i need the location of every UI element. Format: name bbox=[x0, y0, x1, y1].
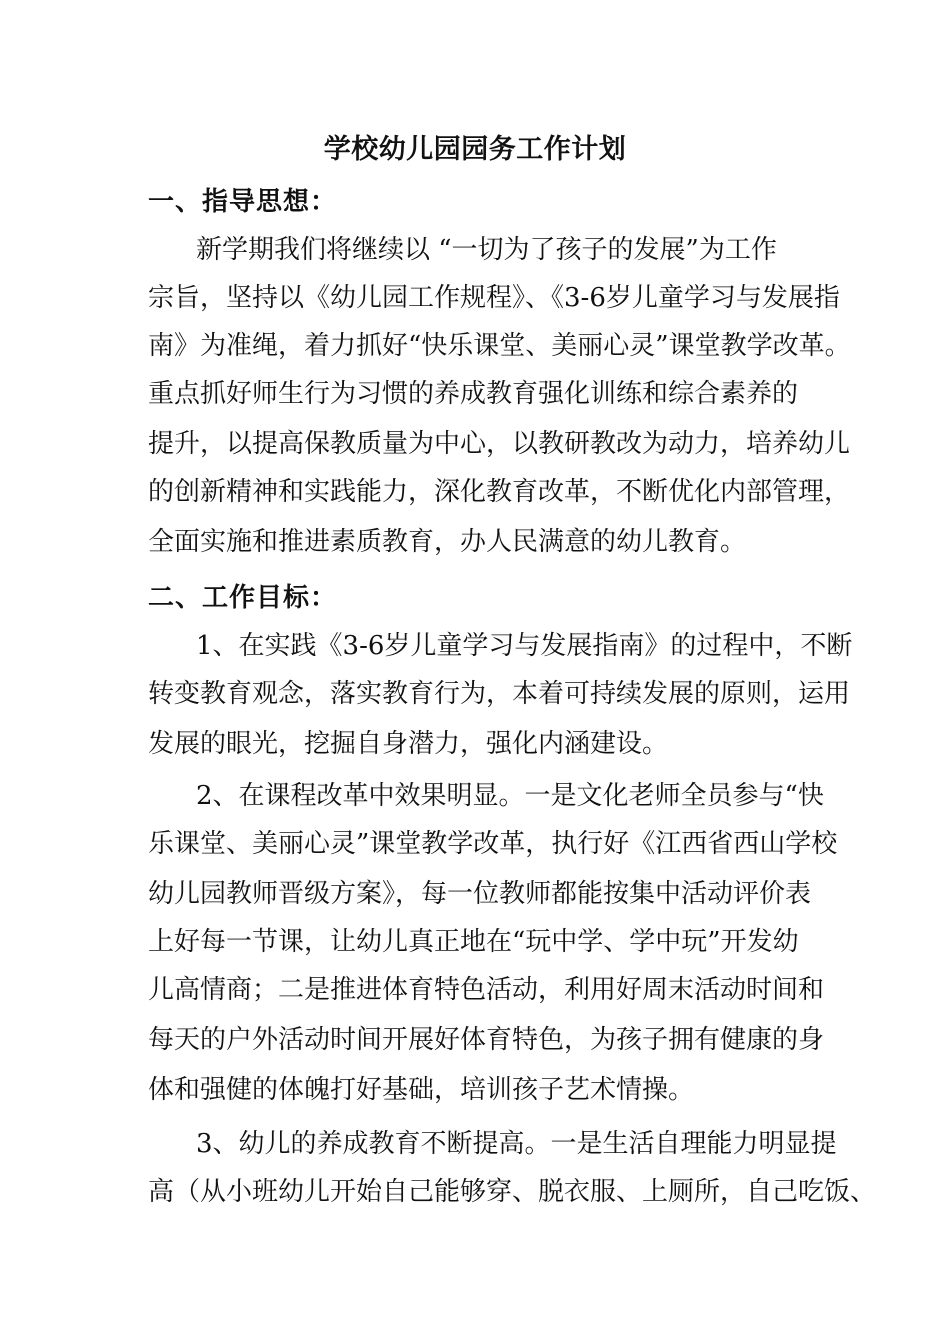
paragraph-line: 高（从小班幼儿开始自己能够穿、脱衣服、上厕所，自己吃饭、 bbox=[148, 1177, 877, 1207]
paragraph-line: 提升，以提高保教质量为中心，以教研教改为动力，培养幼儿 bbox=[148, 429, 851, 459]
paragraph-line: 全面实施和推进素质教育，办人民满意的幼儿教育。 bbox=[148, 527, 747, 557]
paragraph-line: 转变教育观念，落实教育行为，本着可持续发展的原则，运用 bbox=[148, 679, 851, 709]
paragraph-line: 南》为准绳，着力抓好“快乐课堂、美丽心灵”课堂教学改革。 bbox=[148, 331, 851, 361]
paragraph-line: 儿高情商；二是推进体育特色活动，利用好周末活动时间和 bbox=[148, 975, 825, 1005]
paragraph-line: 3、幼儿的养成教育不断提高。一是生活自理能力明显提 bbox=[196, 1129, 837, 1159]
paragraph-line: 每天的户外活动时间开展好体育特色，为孩子拥有健康的身 bbox=[148, 1025, 825, 1055]
paragraph-line: 的创新精神和实践能力，深化教育改革，不断优化内部管理， bbox=[148, 477, 851, 507]
section-heading-guiding-ideology: 一、指导思想： bbox=[148, 187, 338, 217]
paragraph-line: 发展的眼光，挖掘自身潜力，强化内涵建设。 bbox=[148, 729, 669, 759]
section-heading-work-goals: 二、工作目标： bbox=[148, 583, 338, 613]
paragraph-line: 幼儿园教师晋级方案》，每一位教师都能按集中活动评价表 bbox=[148, 879, 812, 909]
paragraph-line: 宗旨，坚持以《幼儿园工作规程》、《3-6岁儿童学习与发展指 bbox=[148, 283, 840, 313]
paragraph-line: 1、在实践《3-6岁儿童学习与发展指南》的过程中，不断 bbox=[196, 631, 853, 661]
document-title: 学校幼儿园园务工作计划 bbox=[323, 134, 627, 165]
paragraph-line: 上好每一节课，让幼儿真正地在“玩中学、学中玩”开发幼 bbox=[148, 927, 799, 957]
paragraph-line: 2、在课程改革中效果明显。一是文化老师全员参与“快 bbox=[196, 781, 824, 811]
paragraph-line: 新学期我们将继续以 “一切为了孩子的发展”为工作 bbox=[196, 235, 777, 265]
paragraph-line: 乐课堂、美丽心灵”课堂教学改革，执行好《江西省西山学校 bbox=[148, 829, 838, 859]
paragraph-line: 重点抓好师生行为习惯的养成教育强化训练和综合素养的 bbox=[148, 379, 799, 409]
paragraph-line: 体和强健的体魄打好基础，培训孩子艺术情操。 bbox=[148, 1075, 695, 1105]
